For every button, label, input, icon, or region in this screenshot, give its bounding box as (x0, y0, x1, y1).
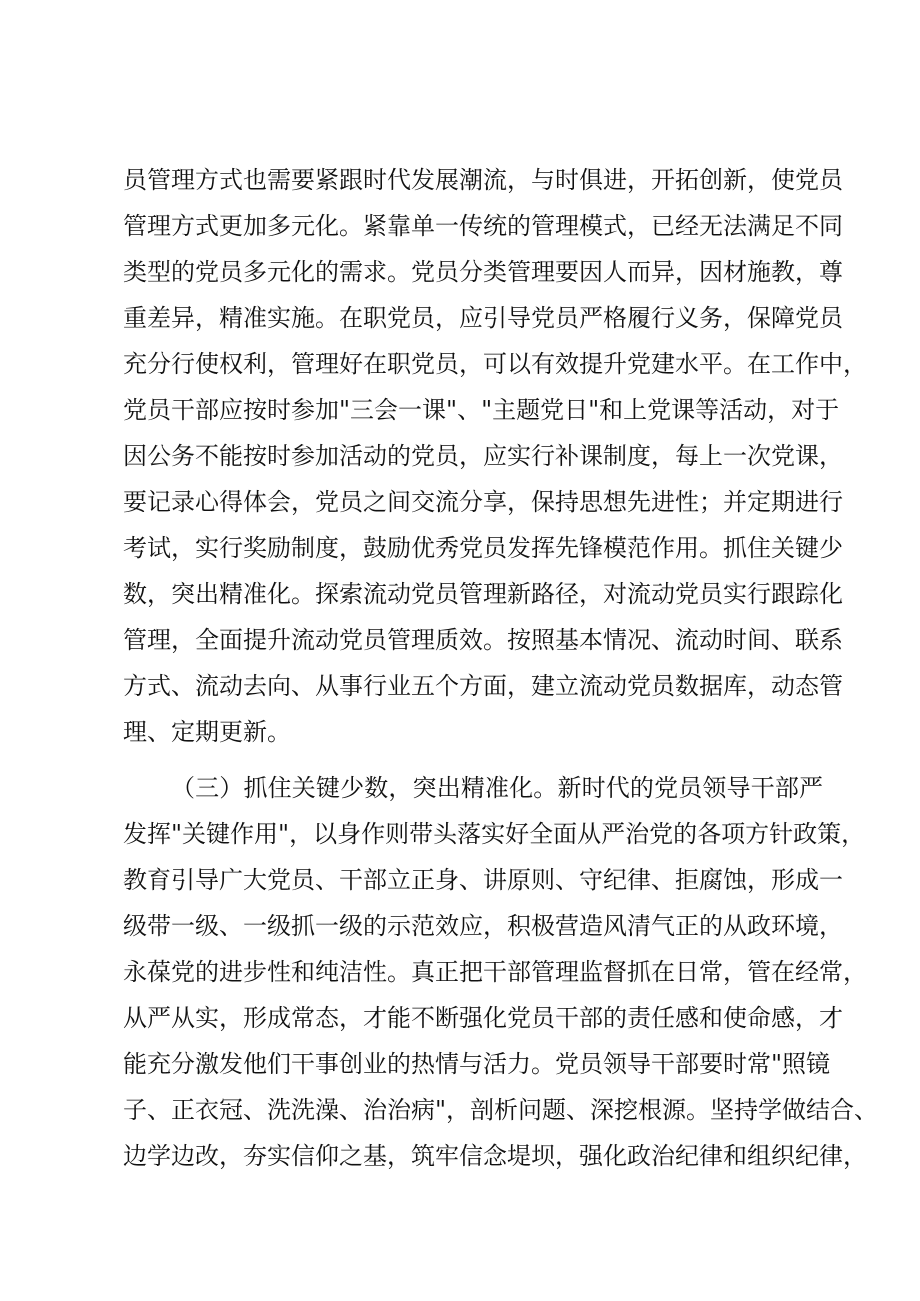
text-line: 方式、流动去向、从事行业五个方面，建立流动党员数据库，动态管 (123, 672, 843, 700)
text-line: 管理，全面提升流动党员管理质效。按照基本情况、流动时间、联系 (123, 626, 843, 654)
text-line: 类型的党员多元化的需求。党员分类管理要因人而异，因材施教，尊 (123, 258, 843, 286)
text-line: 永葆党的进步性和纯洁性。真正把干部管理监督抓在日常，管在经常， (123, 958, 867, 986)
text-line: 发挥"关键作用"，以身作则带头落实好全面从严治党的各项方针政策， (123, 820, 866, 848)
text-line: 子、正衣冠、洗洗澡、治治病"，剖析问题、深挖根源。坚持学做结合、 (123, 1096, 879, 1124)
text-line: 理、定期更新。 (123, 718, 291, 746)
text-line: 从严从实，形成常态，才能不断强化党员干部的责任感和使命感，才 (123, 1004, 843, 1032)
text-line: 要记录心得体会，党员之间交流分享，保持思想先进性；并定期进行 (123, 488, 843, 516)
paragraph-2 (123, 765, 879, 1179)
text-line: 考试，实行奖励制度，鼓励优秀党员发挥先锋模范作用。抓住关键少 (123, 534, 843, 562)
text-line: 党员干部应按时参加"三会一课"、"主题党日"和上党课等活动，对于 (123, 396, 840, 424)
text-line: 因公务不能按时参加活动的党员，应实行补课制度，每上一次党课， (123, 442, 843, 470)
text-line: 边学边改，夯实信仰之基，筑牢信念堤坝，强化政治纪律和组织纪律， (123, 1142, 867, 1170)
body-text (123, 157, 879, 1179)
text-line: 重差异，精准实施。在职党员，应引导党员严格履行义务，保障党员 (123, 304, 843, 332)
text-line: 员管理方式也需要紧跟时代发展潮流，与时俱进，开拓创新，使党员 (123, 166, 843, 194)
text-line: 教育引导广大党员、干部立正身、讲原则、守纪律、拒腐蚀，形成一 (123, 866, 843, 894)
text-line: 管理方式更加多元化。紧靠单一传统的管理模式，已经无法满足不同 (123, 212, 843, 240)
text-line: 数，突出精准化。探索流动党员管理新路径，对流动党员实行跟踪化 (123, 580, 843, 608)
text-line: 能充分激发他们干事创业的热情与活力。党员领导干部要时常"照镜 (123, 1050, 831, 1078)
text-line: 充分行使权利，管理好在职党员，可以有效提升党建水平。在工作中， (123, 350, 867, 378)
text-line: 级带一级、一级抓一级的示范效应，积极营造风清气正的从政环境， (123, 912, 843, 940)
section-heading-line: （三）抓住关键少数，突出精准化。新时代的党员领导干部严 (171, 774, 823, 802)
paragraph-1 (123, 157, 867, 755)
